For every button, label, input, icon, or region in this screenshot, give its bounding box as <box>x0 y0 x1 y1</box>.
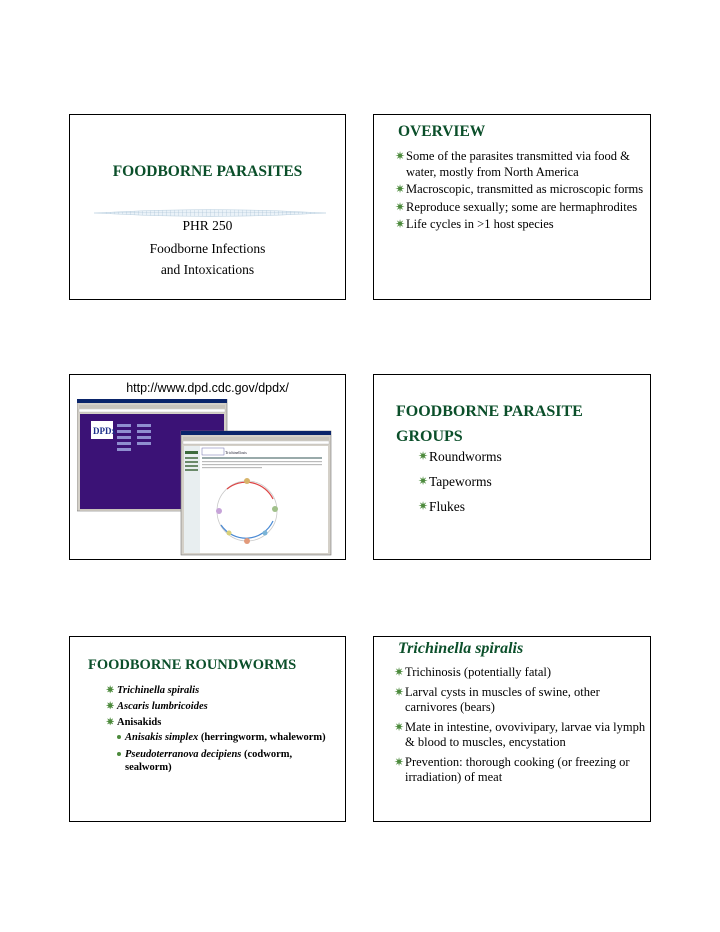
dpdx-page-title: Trichinellosis <box>225 450 247 455</box>
star-bullet-icon: ✷ <box>395 199 406 214</box>
course-name-line1: Foodborne Infections <box>149 241 266 256</box>
list-item: ✷ Prevention: thorough cooking (or freezing or irradiation) of meat <box>394 754 630 784</box>
list-item: ✷ Reproduce sexually; some are hermaphrodites <box>395 199 638 214</box>
dot-bullet-icon <box>117 735 121 739</box>
decorative-rule <box>94 208 326 218</box>
list-item: ✷ Mate in intestine, ovovivipary, larvae via lymph & blood to muscles, encystation <box>394 719 646 749</box>
list-item: ✷ Some of the parasites transmitted via food & water, mostly from North America <box>395 149 630 179</box>
star-bullet-icon: ✷ <box>106 701 115 712</box>
star-bullet-icon: ✷ <box>395 182 406 196</box>
trichinella-heading: Trichinella spiralis <box>398 640 524 657</box>
list-item: ✷ Trichinosis (potentially fatal) <box>394 665 552 679</box>
star-bullet-icon: ✷ <box>394 754 405 769</box>
dpdx-logo: DPDx <box>93 426 116 436</box>
dot-bullet-icon <box>117 752 121 756</box>
star-bullet-icon: ✷ <box>106 685 115 696</box>
course-code: PHR 250 <box>182 218 233 233</box>
star-bullet-icon: ✷ <box>394 719 405 734</box>
list-item: ✷ Life cycles in >1 host species <box>395 217 554 231</box>
website-url: http://www.dpd.cdc.gov/dpdx/ <box>126 381 289 395</box>
sub-list-item: Pseudoterranova decipiens (codworm, sealworm) <box>117 748 336 774</box>
parasite-groups-heading: FOODBORNE PARASITE GROUPS <box>396 403 583 445</box>
star-bullet-icon: ✷ <box>394 665 405 679</box>
list-item: ✷ Trichinella spiralis <box>106 685 200 696</box>
sub-list-item: Anisakis simplex (herringworm, whaleworm) <box>117 731 336 744</box>
list-item: ✷ Roundworms <box>418 449 502 464</box>
list-item: ✷ Anisakids Anisakis simplex (herringworm, whaleworm) Pseudoterranova decipiens (codworm, sealworm) <box>106 716 336 774</box>
slide-title <box>69 114 346 300</box>
roundworms-heading: FOODBORNE ROUNDWORMS <box>88 657 297 673</box>
slide-website <box>69 374 346 560</box>
list-item: ✷ Macroscopic, transmitted as microscopic forms <box>395 182 644 196</box>
star-bullet-icon: ✷ <box>418 499 429 513</box>
course-name-line2: and Intoxications <box>160 262 255 277</box>
star-bullet-icon: ✷ <box>395 217 406 231</box>
slide-title-heading: FOODBORNE PARASITES <box>112 163 303 180</box>
list-item: ✷ Ascaris lumbricoides <box>106 701 208 712</box>
star-bullet-icon: ✷ <box>394 684 405 699</box>
star-bullet-icon: ✷ <box>418 474 429 488</box>
star-bullet-icon: ✷ <box>395 149 406 163</box>
overview-heading: OVERVIEW <box>398 123 486 140</box>
website-screenshots-image <box>77 399 337 557</box>
list-item: ✷ Tapeworms <box>418 474 492 489</box>
slide-roundworms <box>69 636 346 822</box>
star-bullet-icon: ✷ <box>106 717 115 728</box>
star-bullet-icon: ✷ <box>418 449 429 463</box>
list-item: ✷ Flukes <box>418 499 466 514</box>
slide-overview <box>373 114 651 300</box>
list-item: ✷ Larval cysts in muscles of swine, other carnivores (bears) <box>394 684 600 714</box>
slide-trichinella <box>373 636 651 822</box>
slide-parasite-groups <box>373 374 651 560</box>
